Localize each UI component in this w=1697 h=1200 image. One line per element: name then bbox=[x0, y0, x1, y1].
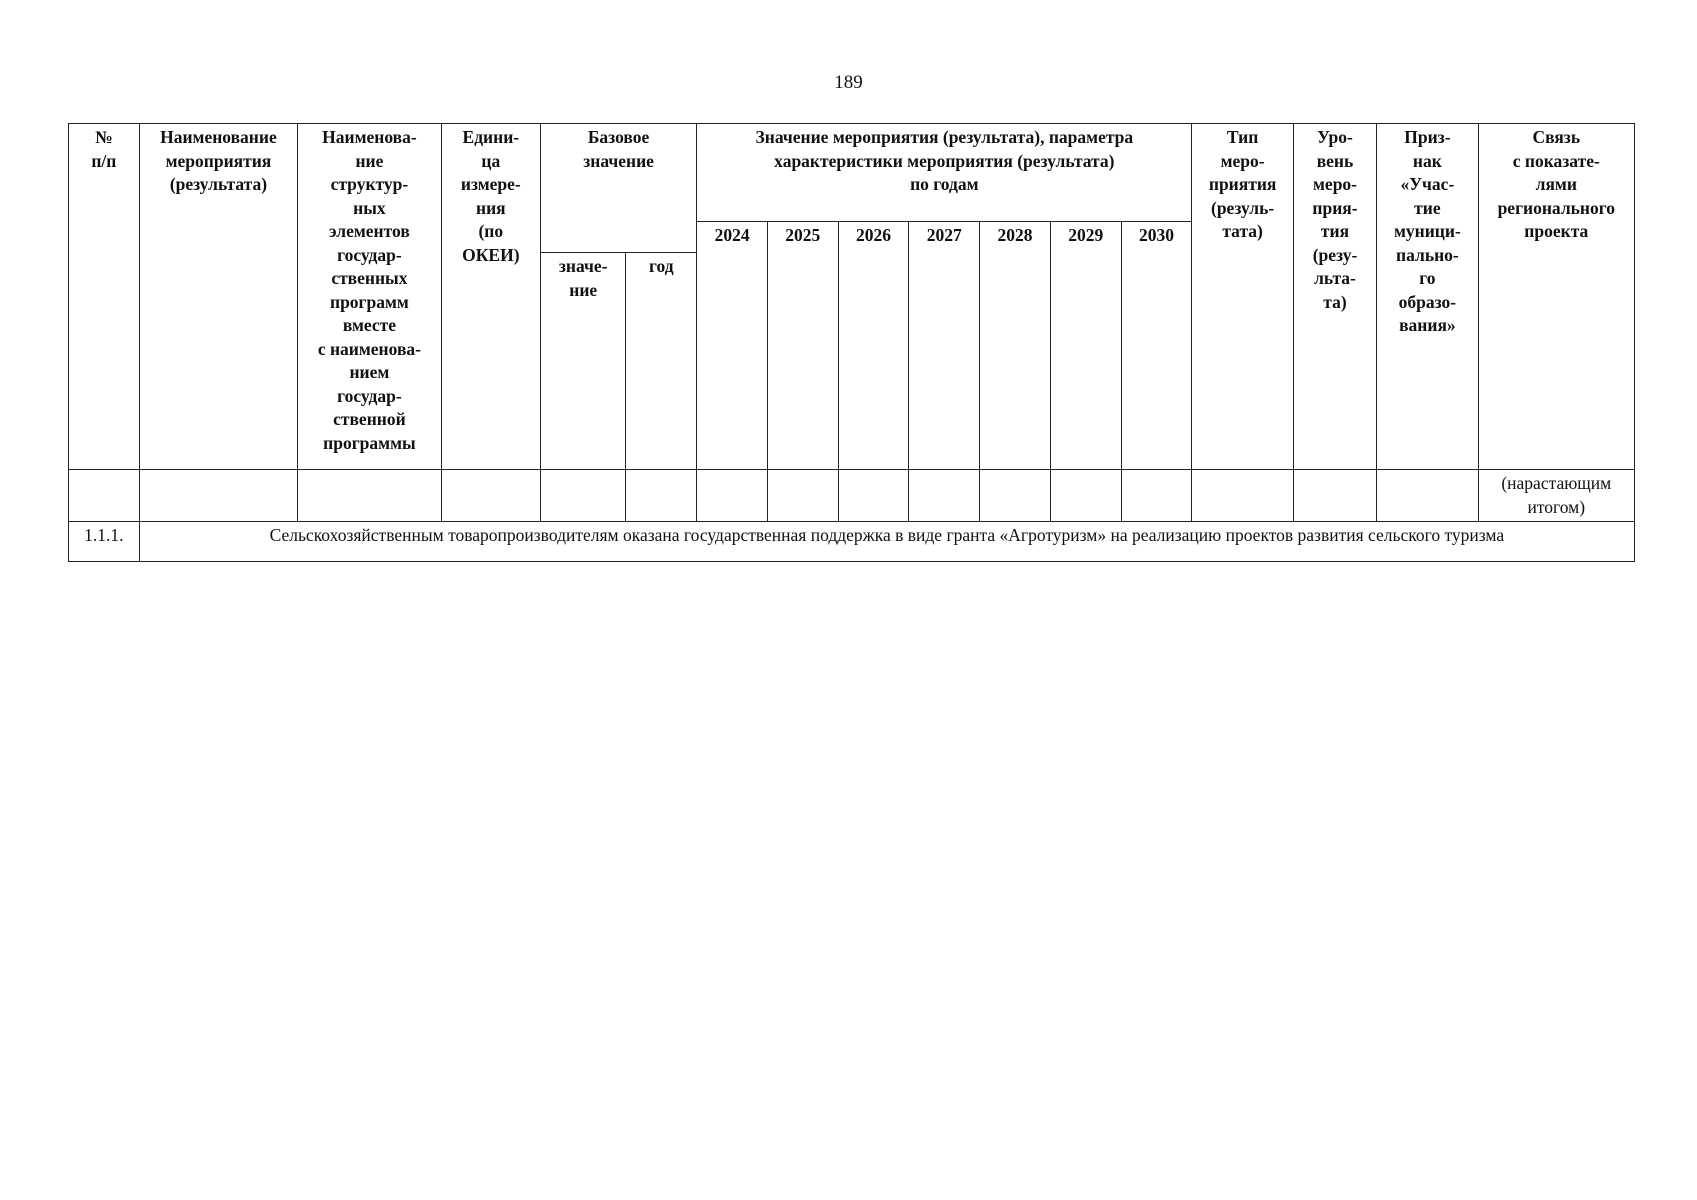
header-sign: Приз- нак «Учас- тие муници- пально- го образо- вания» bbox=[1377, 124, 1478, 470]
empty-cell bbox=[697, 470, 768, 522]
header-values-by-year: Значение мероприятия (результата), параметра характеристики мероприятия (результата) по годам bbox=[697, 124, 1192, 222]
empty-cell bbox=[838, 470, 909, 522]
year-2028: 2028 bbox=[980, 222, 1051, 470]
header-base-value: значе- ние bbox=[540, 253, 626, 470]
empty-cell bbox=[1293, 470, 1376, 522]
table-row bbox=[69, 522, 1635, 562]
year-2030: 2030 bbox=[1121, 222, 1192, 470]
empty-cell bbox=[69, 470, 140, 522]
empty-cell bbox=[441, 470, 540, 522]
empty-cell bbox=[1050, 470, 1121, 522]
year-2029: 2029 bbox=[1050, 222, 1121, 470]
year-2025: 2025 bbox=[767, 222, 838, 470]
empty-cell bbox=[1192, 470, 1293, 522]
year-2024: 2024 bbox=[697, 222, 768, 470]
header-num: № п/п bbox=[69, 124, 140, 470]
header-struct: Наименова- ние структур- ных элементов государ- ственных программ вместе с наименова- нием государ- ственной программы bbox=[298, 124, 442, 470]
year-2026: 2026 bbox=[838, 222, 909, 470]
header-name: Наименование мероприятия (результата) bbox=[139, 124, 297, 470]
header-level: Уро- вень меро- прия- тия (резу- льта- та) bbox=[1293, 124, 1376, 470]
row-number: 1.1.1. bbox=[69, 522, 140, 562]
empty-cell bbox=[540, 470, 626, 522]
year-2027: 2027 bbox=[909, 222, 980, 470]
empty-cell bbox=[1377, 470, 1478, 522]
empty-cell bbox=[298, 470, 442, 522]
header-link: Связь с показате- лями регионального проекта bbox=[1478, 124, 1634, 470]
empty-cell bbox=[1121, 470, 1192, 522]
header-base-year: год bbox=[626, 253, 697, 470]
empty-cell bbox=[139, 470, 297, 522]
empty-cell bbox=[909, 470, 980, 522]
empty-cell bbox=[767, 470, 838, 522]
row-text: Сельскохозяйственным товаропроизводителям оказана государственная поддержка в виде гранта «Агротуризм» на реализацию проектов развития сельского туризма bbox=[139, 522, 1634, 562]
empty-cell bbox=[980, 470, 1051, 522]
page-number: 189 bbox=[834, 72, 863, 93]
header-base: Базовое значение bbox=[540, 124, 696, 253]
header-unit: Едини- ца измере- ния (по ОКЕИ) bbox=[441, 124, 540, 470]
results-table bbox=[68, 123, 1635, 562]
header-type: Тип меро- приятия (резуль- тата) bbox=[1192, 124, 1293, 470]
table-row bbox=[69, 470, 1635, 522]
note-cumulative: (нарастающим итогом) bbox=[1478, 470, 1634, 522]
empty-cell bbox=[626, 470, 697, 522]
